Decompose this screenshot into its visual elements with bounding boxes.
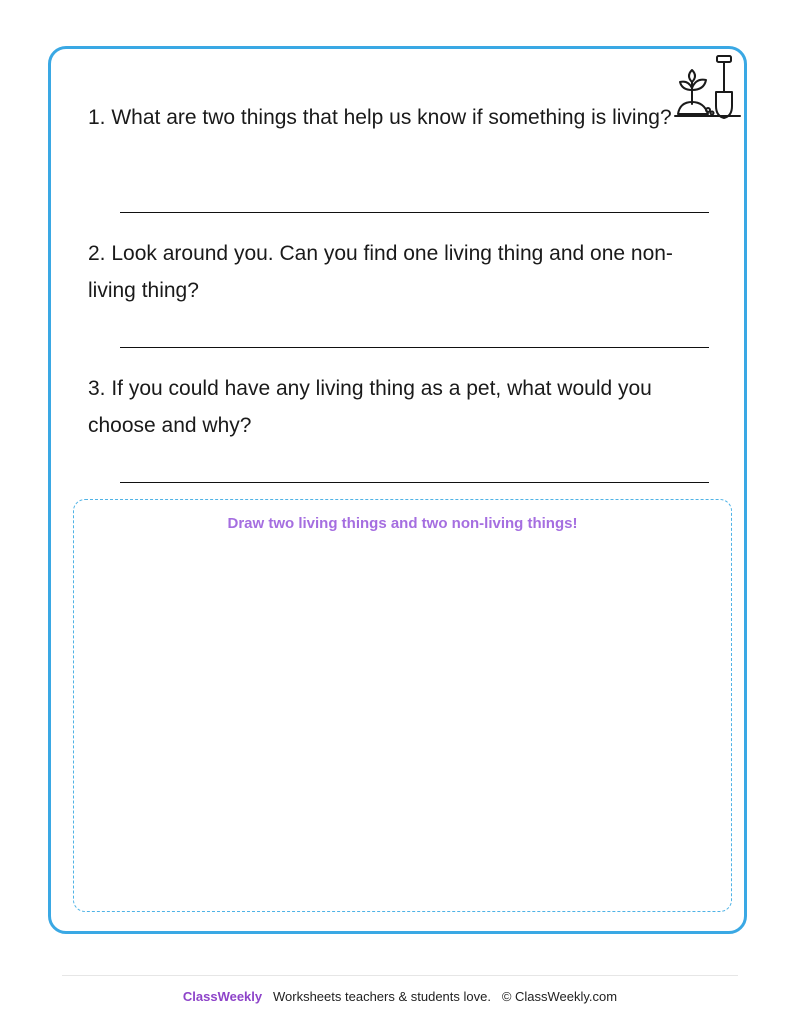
answer-line-1[interactable] xyxy=(120,212,709,213)
footer xyxy=(0,989,800,1004)
question-2: 2. Look around you. Can you find one living thing and one non-living thing? xyxy=(88,242,673,302)
footer-divider xyxy=(62,975,738,976)
answer-line-2[interactable] xyxy=(120,347,709,348)
footer-brand: ClassWeekly xyxy=(182,989,263,1004)
question-3: 3. If you could have any living thing as a pet, what would you choose and why? xyxy=(88,377,652,437)
footer-tagline: Worksheets teachers & students love. xyxy=(272,989,491,1004)
question-1: 1. What are two things that help us know if something is living? xyxy=(88,106,672,129)
drawing-area[interactable] xyxy=(73,499,732,912)
answer-line-3[interactable] xyxy=(120,482,709,483)
drawing-prompt: Draw two living things and two non-living things! xyxy=(227,515,578,532)
footer-copyright: © ClassWeekly.com xyxy=(501,989,618,1004)
